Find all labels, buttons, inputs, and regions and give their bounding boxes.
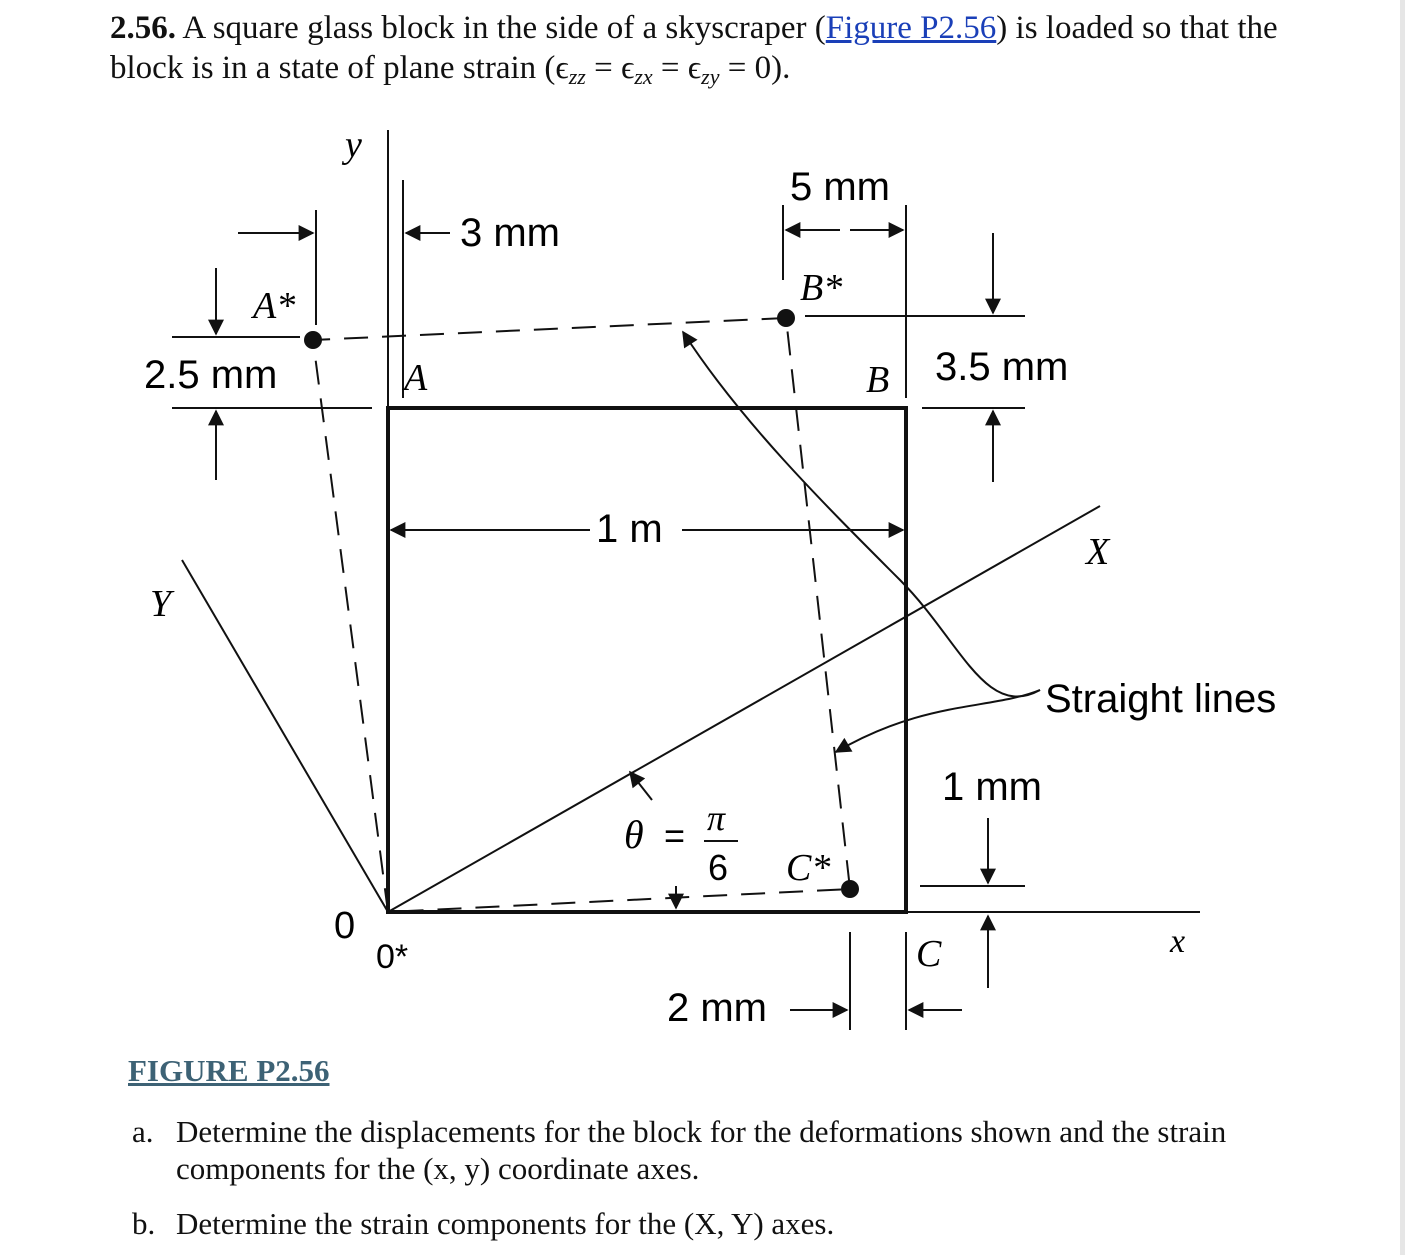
label-straight-lines: Straight lines <box>1045 677 1277 721</box>
point-b-star <box>777 309 795 327</box>
epsilon-zy: ϵ <box>687 50 702 86</box>
label-pi: π <box>707 798 726 838</box>
problem-text-2: ) is loaded so that the block is in a state of plane strain ( <box>110 10 1278 86</box>
Y-axis-line <box>182 560 388 912</box>
straight-lines-leader-bottom <box>836 690 1040 752</box>
question-list <box>132 1113 1332 1260</box>
subscript-zz: zz <box>568 64 586 89</box>
label-c-star: C* <box>786 847 831 889</box>
equals-2: = <box>652 50 688 86</box>
epsilon-zx: ϵ <box>620 50 635 86</box>
label-origin-star: 0* <box>376 938 409 976</box>
problem-text-1: A square glass block in the side of a skyscraper ( <box>176 10 826 46</box>
label-a-star: A* <box>253 285 296 327</box>
equals-1: = <box>585 50 621 86</box>
problem-tail: = 0). <box>719 50 791 86</box>
label-1m: 1 m <box>596 507 663 551</box>
label-y-axis: y <box>345 124 362 166</box>
point-a-star <box>304 331 322 349</box>
subscript-zx: zx <box>634 64 653 89</box>
label-c: C <box>916 933 942 975</box>
label-5mm: 5 mm <box>790 165 890 209</box>
epsilon-zz: ϵ <box>555 50 569 86</box>
question-b-label: b. <box>132 1206 156 1241</box>
label-3-5mm: 3.5 mm <box>935 345 1069 389</box>
label-X-axis: X <box>1086 531 1110 573</box>
question-b-text: Determine the strain components for the (X, Y) axes. <box>176 1206 835 1241</box>
label-b-star: B* <box>800 267 843 309</box>
figure-link[interactable]: Figure P2.56 <box>825 10 997 46</box>
X-axis-line <box>388 506 1100 912</box>
scrollbar-track[interactable] <box>1400 0 1405 1255</box>
problem-number: 2.56. <box>110 10 176 46</box>
question-a-label: a. <box>132 1114 154 1149</box>
label-a: A <box>404 357 428 399</box>
label-3mm: 3 mm <box>460 211 560 255</box>
label-2-5mm: 2.5 mm <box>144 353 278 397</box>
figure-caption[interactable]: FIGURE P2.56 <box>128 1053 330 1088</box>
question-a-text: Determine the displacements for the block for the deformations shown and the strain components for the (x, y) coordinate axes. <box>176 1114 1227 1186</box>
label-x-axis: x <box>1170 923 1186 960</box>
subscript-zy: zy <box>701 64 720 89</box>
label-b: B <box>866 359 890 401</box>
label-1mm: 1 mm <box>942 765 1042 809</box>
label-equals: = <box>664 815 686 856</box>
label-2mm: 2 mm <box>667 986 767 1030</box>
point-c-star <box>841 880 859 898</box>
label-theta: θ <box>624 812 644 857</box>
theta-arrow-up <box>630 772 652 800</box>
label-origin: 0 <box>334 905 356 947</box>
question-a <box>132 1113 1332 1187</box>
label-Y-axis: Y <box>150 583 172 625</box>
label-six: 6 <box>708 847 729 888</box>
question-b <box>132 1205 1332 1242</box>
